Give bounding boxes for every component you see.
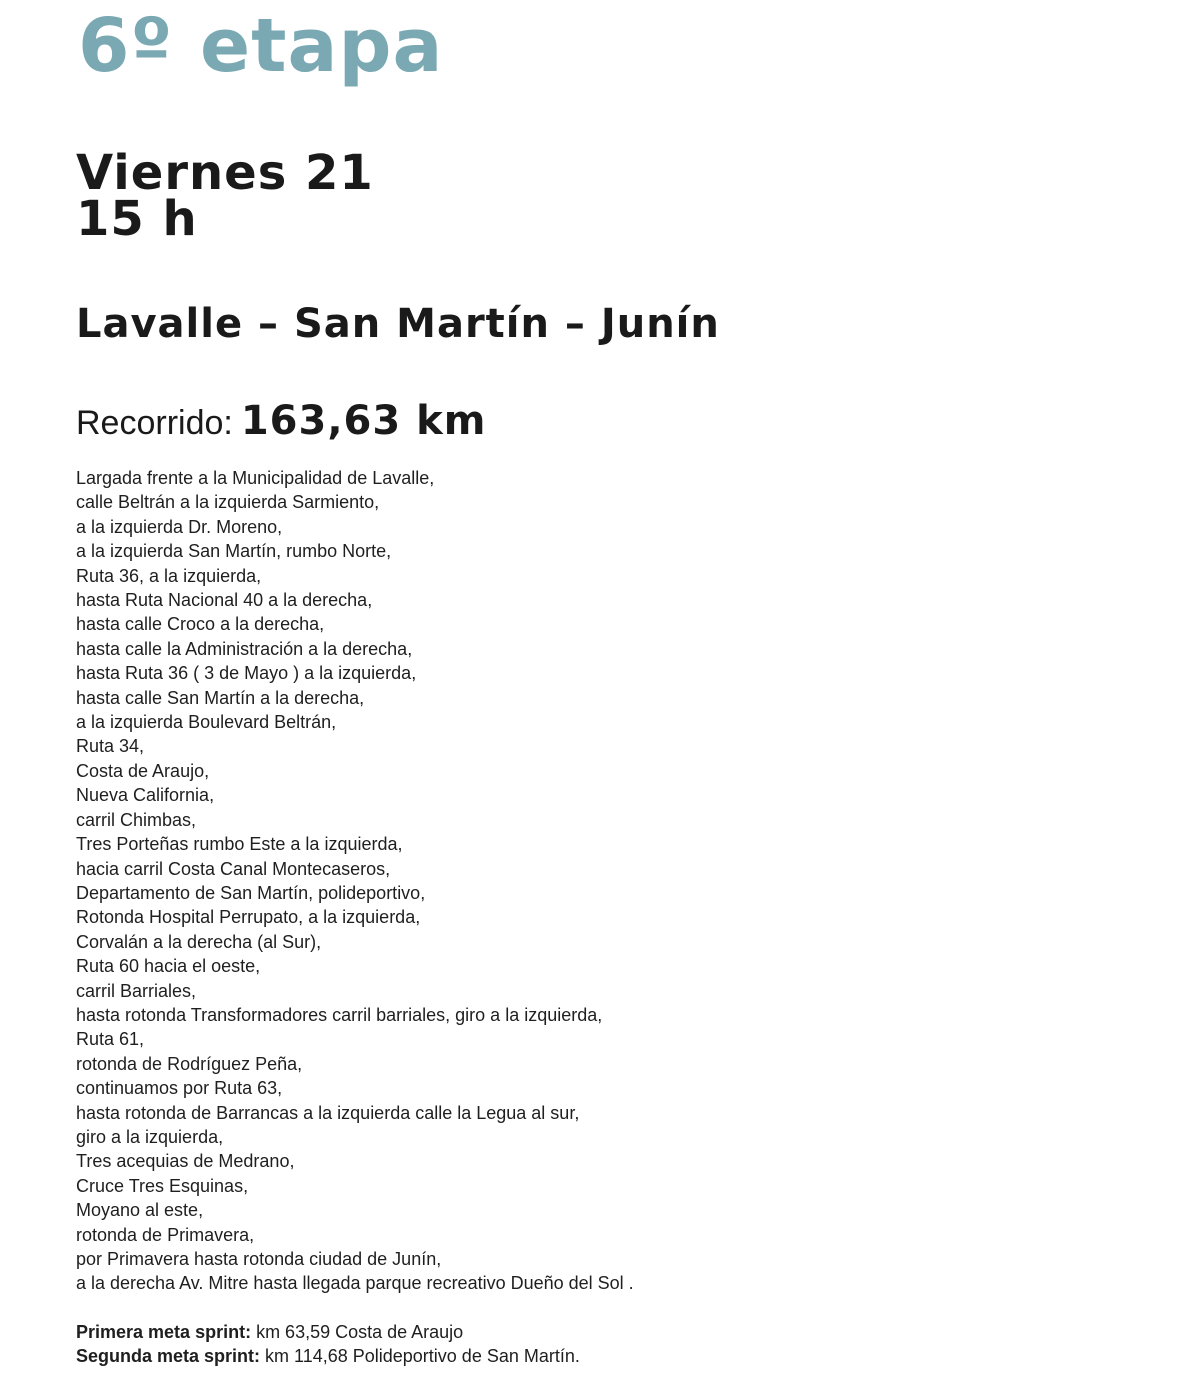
stage-title: 6º etapa <box>78 3 444 89</box>
sprint-list <box>76 1320 580 1369</box>
itinerary-item: hasta calle la Administración a la derecha, <box>76 638 413 659</box>
itinerary-item: Ruta 61, <box>76 1029 145 1050</box>
itinerary-item: carril Chimbas, <box>76 809 197 830</box>
itinerary-item: Ruta 34, <box>76 736 145 757</box>
schedule-block <box>76 145 374 247</box>
sprint-line <box>76 1320 580 1344</box>
itinerary-item: continuamos por Ruta 63, <box>76 1078 283 1099</box>
itinerary-item: Ruta 36, a la izquierda, <box>76 565 262 586</box>
itinerary-item: Costa de Araujo, <box>76 760 210 781</box>
schedule-time: 15 h <box>76 191 198 247</box>
itinerary-item: Cruce Tres Esquinas, <box>76 1175 249 1196</box>
sprint-label: Primera meta sprint: <box>76 1322 252 1342</box>
itinerary-item: Tres acequias de Medrano, <box>76 1151 295 1172</box>
itinerary-item: calle Beltrán a la izquierda Sarmiento, <box>76 492 380 513</box>
itinerary-item: a la izquierda San Martín, rumbo Norte, <box>76 541 392 562</box>
itinerary-item: hacia carril Costa Canal Montecaseros, <box>76 858 391 879</box>
itinerary-item: a la izquierda Boulevard Beltrán, <box>76 712 337 733</box>
itinerary-item: Rotonda Hospital Perrupato, a la izquierda, <box>76 907 421 928</box>
schedule-day: Viernes 21 <box>76 145 374 201</box>
itinerary-item: Ruta 60 hacia el oeste, <box>76 956 261 977</box>
sprint-line <box>76 1344 580 1368</box>
sprint-value: km 63,59 Costa de Araujo <box>251 1322 464 1342</box>
itinerary-item: hasta rotonda Transformadores carril barriales, giro a la izquierda, <box>76 1004 603 1025</box>
sprint-value: km 114,68 Polideportivo de San Martín. <box>260 1346 580 1367</box>
itinerary-item: a la izquierda Dr. Moreno, <box>76 516 283 537</box>
itinerary-item: Corvalán a la derecha (al Sur), <box>76 931 322 952</box>
itinerary-item: rotonda de Rodríguez Peña, <box>76 1053 303 1074</box>
route-title: Lavalle – San Martín – Junín <box>76 301 720 347</box>
itinerary-item: hasta calle Croco a la derecha, <box>76 614 325 635</box>
itinerary-item: Moyano al este, <box>76 1200 204 1221</box>
distance-value: 163,63 km <box>240 398 487 444</box>
itinerary-item: Tres Porteñas rumbo Este a la izquierda, <box>76 834 403 855</box>
itinerary-item: Nueva California, <box>76 785 215 806</box>
itinerary-item: Departamento de San Martín, polideportivo, <box>76 882 426 903</box>
itinerary-item: por Primavera hasta rotonda ciudad de Junín, <box>76 1249 442 1269</box>
itinerary-list <box>76 466 634 1296</box>
sprint-label: Segunda meta sprint: <box>76 1346 261 1367</box>
itinerary-item: hasta rotonda de Barrancas a la izquierda calle la Legua al sur, <box>76 1102 580 1123</box>
distance-row <box>76 396 486 455</box>
itinerary-item: hasta Ruta 36 ( 3 de Mayo ) a la izquierda, <box>76 663 417 684</box>
itinerary-item: giro a la izquierda, <box>76 1126 224 1147</box>
itinerary-item: Largada frente a la Municipalidad de Lavalle, <box>76 468 435 488</box>
itinerary-item: hasta Ruta Nacional 40 a la derecha, <box>76 590 373 611</box>
itinerary-item: rotonda de Primavera, <box>76 1224 255 1245</box>
itinerary-item: hasta calle San Martín a la derecha, <box>76 687 365 708</box>
itinerary-item: a la derecha Av. Mitre hasta llegada parque recreativo Dueño del Sol . <box>76 1273 634 1294</box>
itinerary-item: carril Barriales, <box>76 980 197 1001</box>
distance-label: Recorrido: <box>76 404 233 442</box>
